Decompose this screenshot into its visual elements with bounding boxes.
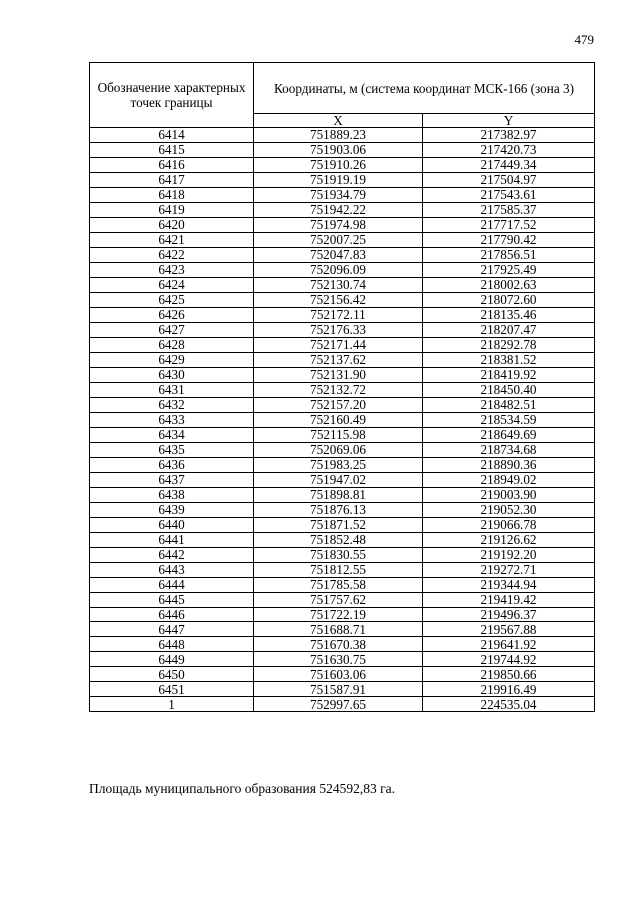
table-row	[90, 292, 595, 307]
x-coordinate-cell: 752176.33	[254, 322, 423, 337]
point-id-cell: 6436	[90, 457, 254, 472]
table-row	[90, 277, 595, 292]
y-coordinate-cell: 218949.02	[423, 472, 595, 487]
y-coordinate-cell: 219066.78	[423, 517, 595, 532]
point-id-cell: 6423	[90, 262, 254, 277]
table-row	[90, 157, 595, 172]
x-coordinate-cell: 752007.25	[254, 232, 423, 247]
table-row	[90, 577, 595, 592]
x-coordinate-cell: 751757.62	[254, 592, 423, 607]
x-coordinate-cell: 751630.75	[254, 652, 423, 667]
table-row	[90, 457, 595, 472]
header-point-designation	[90, 63, 254, 128]
table-row	[90, 128, 595, 143]
table-row	[90, 562, 595, 577]
table-row	[90, 427, 595, 442]
point-id-cell: 6414	[90, 128, 254, 143]
y-coordinate-cell: 219052.30	[423, 502, 595, 517]
table-row	[90, 652, 595, 667]
point-id-cell: 6418	[90, 187, 254, 202]
y-coordinate-cell: 218450.40	[423, 382, 595, 397]
table-row	[90, 472, 595, 487]
x-coordinate-cell: 751871.52	[254, 517, 423, 532]
point-id-cell: 6433	[90, 412, 254, 427]
y-coordinate-cell: 217856.51	[423, 247, 595, 262]
y-coordinate-cell: 219126.62	[423, 532, 595, 547]
y-coordinate-cell: 218419.92	[423, 367, 595, 382]
x-coordinate-cell: 751919.19	[254, 172, 423, 187]
point-id-cell: 6445	[90, 592, 254, 607]
point-id-cell: 6424	[90, 277, 254, 292]
x-coordinate-cell: 752132.72	[254, 382, 423, 397]
x-coordinate-cell: 751830.55	[254, 547, 423, 562]
table-row	[90, 397, 595, 412]
x-coordinate-cell: 752096.09	[254, 262, 423, 277]
y-coordinate-cell: 219003.90	[423, 487, 595, 502]
x-coordinate-cell: 751903.06	[254, 142, 423, 157]
x-coordinate-cell: 752160.49	[254, 412, 423, 427]
point-id-cell: 6421	[90, 232, 254, 247]
x-coordinate-cell: 752997.65	[254, 697, 423, 712]
point-id-cell: 6415	[90, 142, 254, 157]
table-row	[90, 682, 595, 697]
x-coordinate-cell: 751898.81	[254, 487, 423, 502]
y-coordinate-cell: 217420.73	[423, 142, 595, 157]
point-id-cell: 6428	[90, 337, 254, 352]
x-coordinate-cell: 751587.91	[254, 682, 423, 697]
y-coordinate-cell: 217543.61	[423, 187, 595, 202]
point-id-cell: 6431	[90, 382, 254, 397]
point-id-cell: 6442	[90, 547, 254, 562]
y-coordinate-cell: 217504.97	[423, 172, 595, 187]
table-row	[90, 217, 595, 232]
y-coordinate-cell: 219344.94	[423, 577, 595, 592]
table-row	[90, 307, 595, 322]
x-coordinate-cell: 751785.58	[254, 577, 423, 592]
y-coordinate-cell: 218207.47	[423, 322, 595, 337]
y-coordinate-cell: 217585.37	[423, 202, 595, 217]
x-coordinate-cell: 752156.42	[254, 292, 423, 307]
table-row	[90, 592, 595, 607]
y-coordinate-cell: 218381.52	[423, 352, 595, 367]
y-coordinate-cell: 218534.59	[423, 412, 595, 427]
y-coordinate-cell: 218072.60	[423, 292, 595, 307]
point-id-cell: 6432	[90, 397, 254, 412]
y-coordinate-cell: 224535.04	[423, 697, 595, 712]
y-coordinate-cell: 219419.42	[423, 592, 595, 607]
y-coordinate-cell: 219850.66	[423, 667, 595, 682]
x-coordinate-cell: 751722.19	[254, 607, 423, 622]
table-row	[90, 172, 595, 187]
table-row	[90, 442, 595, 457]
point-id-cell: 6448	[90, 637, 254, 652]
point-id-cell: 6434	[90, 427, 254, 442]
point-id-cell: 6419	[90, 202, 254, 217]
point-id-cell: 6447	[90, 622, 254, 637]
table-row	[90, 247, 595, 262]
table-row	[90, 382, 595, 397]
point-id-cell: 6420	[90, 217, 254, 232]
x-coordinate-cell: 751983.25	[254, 457, 423, 472]
table-row	[90, 517, 595, 532]
header-x: X	[254, 114, 423, 128]
x-coordinate-cell: 752172.11	[254, 307, 423, 322]
point-id-cell: 6451	[90, 682, 254, 697]
point-id-cell: 6422	[90, 247, 254, 262]
table-row	[90, 352, 595, 367]
table-row	[90, 337, 595, 352]
y-coordinate-cell: 219916.49	[423, 682, 595, 697]
table-row	[90, 262, 595, 277]
y-coordinate-cell: 217790.42	[423, 232, 595, 247]
y-coordinate-cell: 218734.68	[423, 442, 595, 457]
point-id-cell: 6443	[90, 562, 254, 577]
table-row	[90, 502, 595, 517]
area-note: Площадь муниципального образования 524592,83 га.	[89, 781, 395, 796]
header-point-designation-label: Обозначение характерных точек границы	[97, 80, 246, 110]
y-coordinate-cell: 218135.46	[423, 307, 595, 322]
header-coordinates-label: Координаты, м (система координат МСК-166 (зона 3)	[274, 80, 574, 96]
y-coordinate-cell: 219192.20	[423, 547, 595, 562]
x-coordinate-cell: 752171.44	[254, 337, 423, 352]
point-id-cell: 6427	[90, 322, 254, 337]
y-coordinate-cell: 218002.63	[423, 277, 595, 292]
y-coordinate-cell: 218649.69	[423, 427, 595, 442]
table-row	[90, 532, 595, 547]
y-coordinate-cell: 219496.37	[423, 607, 595, 622]
y-coordinate-cell: 219272.71	[423, 562, 595, 577]
y-coordinate-cell: 219744.92	[423, 652, 595, 667]
point-id-cell: 6425	[90, 292, 254, 307]
x-coordinate-cell: 752069.06	[254, 442, 423, 457]
table-row	[90, 142, 595, 157]
point-id-cell: 6435	[90, 442, 254, 457]
x-coordinate-cell: 752047.83	[254, 247, 423, 262]
point-id-cell: 6437	[90, 472, 254, 487]
point-id-cell: 1	[90, 697, 254, 712]
point-id-cell: 6449	[90, 652, 254, 667]
point-id-cell: 6417	[90, 172, 254, 187]
y-coordinate-cell: 218292.78	[423, 337, 595, 352]
table-row	[90, 607, 595, 622]
x-coordinate-cell: 751688.71	[254, 622, 423, 637]
x-coordinate-cell: 752115.98	[254, 427, 423, 442]
x-coordinate-cell: 752137.62	[254, 352, 423, 367]
x-coordinate-cell: 751934.79	[254, 187, 423, 202]
y-coordinate-cell: 217449.34	[423, 157, 595, 172]
x-coordinate-cell: 751974.98	[254, 217, 423, 232]
x-coordinate-cell: 751910.26	[254, 157, 423, 172]
x-coordinate-cell: 751852.48	[254, 532, 423, 547]
y-coordinate-cell: 218890.36	[423, 457, 595, 472]
point-id-cell: 6416	[90, 157, 254, 172]
table-row	[90, 187, 595, 202]
point-id-cell: 6444	[90, 577, 254, 592]
table-row	[90, 232, 595, 247]
table-row	[90, 367, 595, 382]
y-coordinate-cell: 217925.49	[423, 262, 595, 277]
table-row	[90, 487, 595, 502]
table-row	[90, 637, 595, 652]
x-coordinate-cell: 751876.13	[254, 502, 423, 517]
point-id-cell: 6440	[90, 517, 254, 532]
point-id-cell: 6438	[90, 487, 254, 502]
table-row	[90, 412, 595, 427]
x-coordinate-cell: 751603.06	[254, 667, 423, 682]
y-coordinate-cell: 217717.52	[423, 217, 595, 232]
y-coordinate-cell: 219641.92	[423, 637, 595, 652]
y-coordinate-cell: 217382.97	[423, 128, 595, 143]
x-coordinate-cell: 752131.90	[254, 367, 423, 382]
point-id-cell: 6429	[90, 352, 254, 367]
x-coordinate-cell: 751812.55	[254, 562, 423, 577]
header-coordinates	[254, 63, 595, 114]
table-row	[90, 622, 595, 637]
x-coordinate-cell: 752130.74	[254, 277, 423, 292]
table-body	[90, 128, 595, 712]
page-number: 479	[574, 32, 594, 47]
coordinates-table	[89, 62, 595, 712]
point-id-cell: 6446	[90, 607, 254, 622]
point-id-cell: 6439	[90, 502, 254, 517]
y-coordinate-cell: 219567.88	[423, 622, 595, 637]
table-row	[90, 667, 595, 682]
table-row	[90, 322, 595, 337]
point-id-cell: 6426	[90, 307, 254, 322]
x-coordinate-cell: 752157.20	[254, 397, 423, 412]
point-id-cell: 6450	[90, 667, 254, 682]
table-row	[90, 547, 595, 562]
x-coordinate-cell: 751889.23	[254, 128, 423, 143]
point-id-cell: 6430	[90, 367, 254, 382]
table-row	[90, 697, 595, 712]
table-row	[90, 202, 595, 217]
header-y: Y	[423, 114, 595, 128]
x-coordinate-cell: 751942.22	[254, 202, 423, 217]
y-coordinate-cell: 218482.51	[423, 397, 595, 412]
x-coordinate-cell: 751947.02	[254, 472, 423, 487]
point-id-cell: 6441	[90, 532, 254, 547]
x-coordinate-cell: 751670.38	[254, 637, 423, 652]
